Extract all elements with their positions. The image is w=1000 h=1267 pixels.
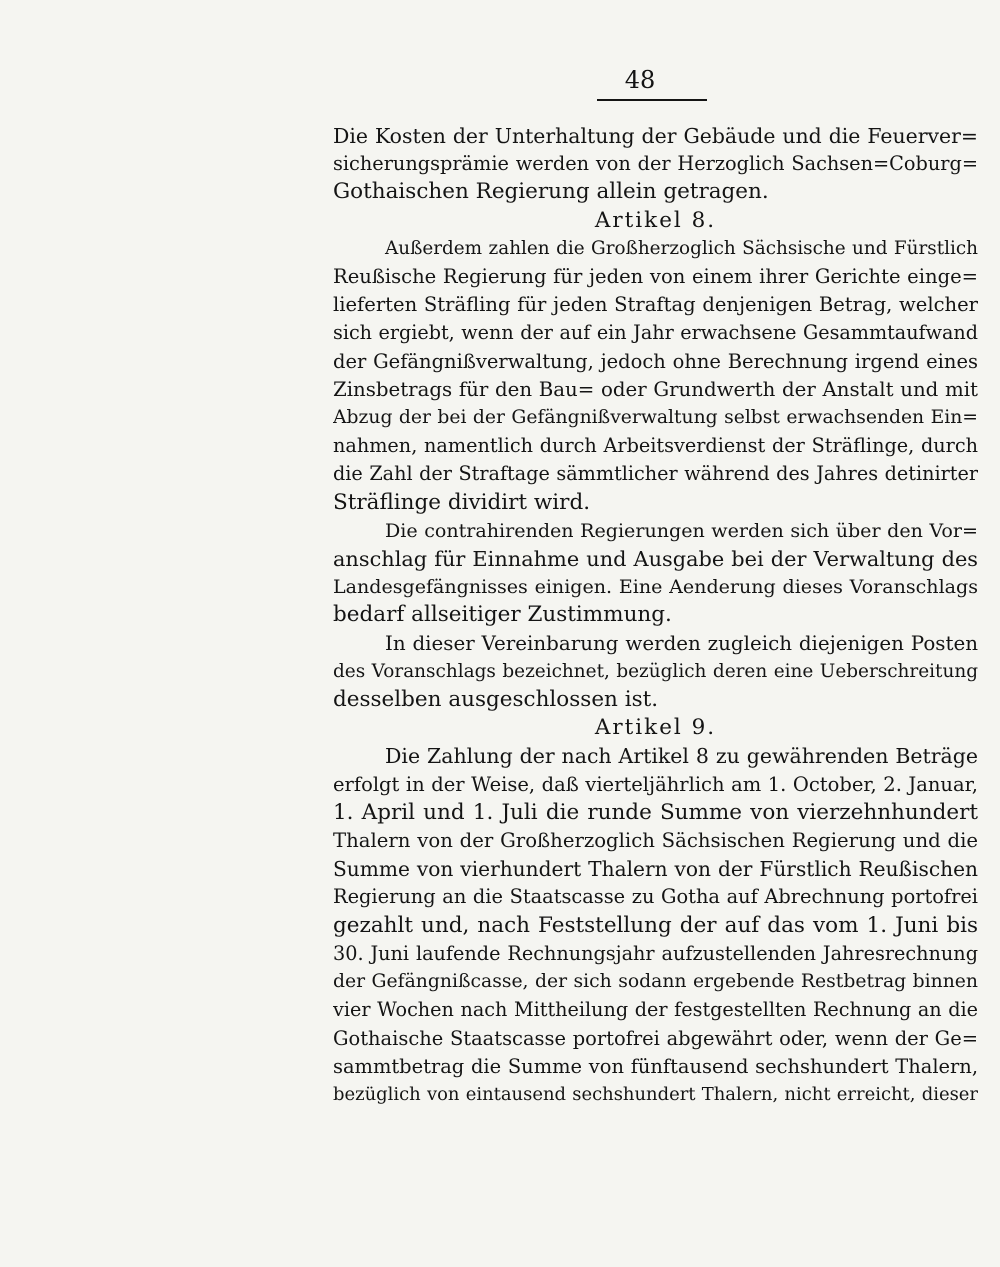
- text-line: Summe von vierhundert Thalern von der Fürstlich Reußischen: [333, 857, 978, 882]
- text-line: Sträflinge dividirt wird.: [333, 489, 591, 515]
- header-rule: [597, 99, 707, 101]
- text-line: bedarf allseitiger Zustimmung.: [333, 602, 672, 628]
- text-line: Thalern von der Großherzoglich Sächsischen Regierung und die: [333, 829, 978, 853]
- text-line: der Gefängnißcasse, der sich sodann ergebende Restbetrag binnen: [333, 971, 978, 993]
- text-line: der Gefängnißverwaltung, jedoch ohne Berechnung irgend eines: [333, 349, 978, 373]
- text-line: lieferten Sträfling für jeden Straftag denjenigen Betrag, welcher: [333, 293, 978, 317]
- text-line: gezahlt und, nach Feststellung der auf das vom 1. Juni bis: [333, 912, 978, 938]
- text-line: Landesgefängnisses einigen. Eine Aenderung dieses Voranschlags: [333, 576, 978, 599]
- text-line: nahmen, namentlich durch Arbeitsverdienst der Sträflinge, durch: [333, 434, 978, 458]
- paragraph-2: [333, 235, 978, 517]
- text-line: Die contrahirenden Regierungen werden sich über den Vor=: [385, 519, 978, 542]
- paragraph-4: [333, 630, 978, 715]
- article-9-heading: Artikel 9.: [594, 715, 717, 741]
- text-line: Zinsbetrags für den Bau= oder Grundwerth der Anstalt und mit: [333, 377, 978, 401]
- page-number: 48: [624, 66, 656, 94]
- article-8-heading: Artikel 8.: [594, 207, 717, 233]
- text-line: Reußische Regierung für jeden von einem ihrer Gerichte einge=: [333, 265, 978, 289]
- text-line: Die Zahlung der nach Artikel 8 zu gewährenden Beträge: [385, 744, 978, 769]
- text-line: In dieser Vereinbarung werden zugleich diejenigen Posten: [385, 631, 978, 655]
- text-line: Gothaischen Regierung allein getragen.: [333, 179, 769, 205]
- text-line: sich ergiebt, wenn der auf ein Jahr erwachsene Gesammtaufwand: [333, 321, 978, 345]
- text-line: anschlag für Einnahme und Ausgabe bei der Verwaltung des: [333, 547, 978, 572]
- text-line: 1. April und 1. Juli die runde Summe von vierzehnhundert: [333, 799, 978, 825]
- text-line: sammtbetrag die Summe von fünftausend sechshundert Thalern,: [333, 1054, 978, 1078]
- text-line: desselben ausgeschlossen ist.: [333, 687, 659, 713]
- text-line: sicherungsprämie werden von der Herzoglich Sachsen=Coburg=: [333, 152, 978, 176]
- text-line: bezüglich von eintausend sechshundert Thalern, nicht erreicht, dieser: [333, 1083, 978, 1105]
- page-text: [333, 122, 978, 1109]
- text-line: Außerdem zahlen die Großherzoglich Sächsische und Fürstlich: [385, 237, 978, 259]
- text-line: 30. Juni laufende Rechnungsjahr aufzustellenden Jahresrechnung: [333, 941, 978, 965]
- paragraph-1: [333, 122, 978, 207]
- text-line: vier Wochen nach Mittheilung der festgestellten Rechnung an die: [333, 998, 978, 1022]
- text-line: Gothaische Staatscasse portofrei abgewährt oder, wenn der Ge=: [333, 1026, 978, 1050]
- text-line: Abzug der bei der Gefängnißverwaltung selbst erwachsenden Ein=: [333, 407, 978, 429]
- text-line: die Zahl der Straftage sämmtlicher während des Jahres detinirter: [333, 462, 978, 486]
- text-line: Die Kosten der Unterhaltung der Gebäude und die Feuerver=: [333, 124, 978, 148]
- paragraph-3: [333, 517, 978, 630]
- paragraph-5: [333, 742, 978, 1109]
- text-line: Regierung an die Staatscasse zu Gotha auf Abrechnung portofrei: [333, 885, 978, 909]
- text-line: des Voranschlags bezeichnet, bezüglich deren eine Ueberschreitung: [333, 660, 978, 682]
- text-line: erfolgt in der Weise, daß vierteljährlich am 1. October, 2. Januar,: [333, 772, 978, 796]
